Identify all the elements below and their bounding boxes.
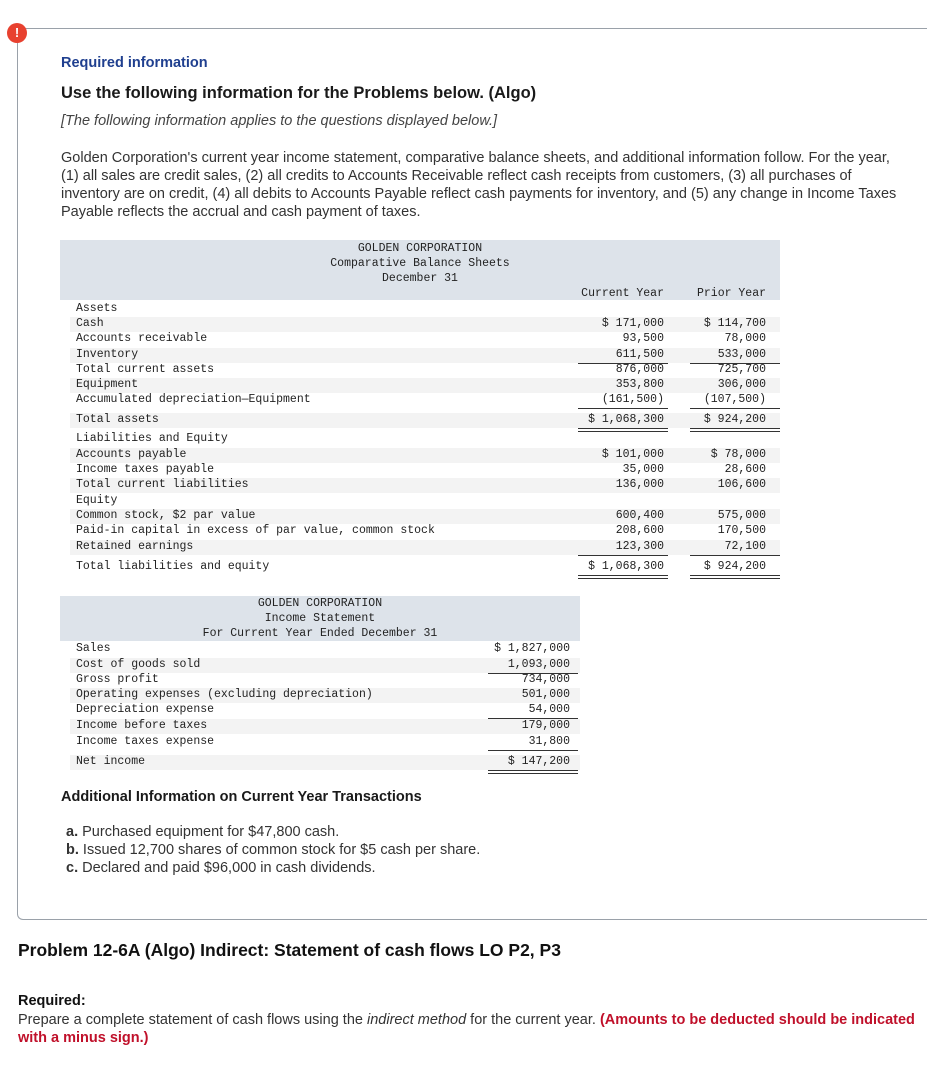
prior-year-value: 170,500	[717, 524, 766, 537]
additional-item-b: b. Issued 12,700 shares of common stock for $5 cash per share.	[66, 842, 481, 858]
income-statement-amount: 179,000	[521, 719, 570, 732]
additional-item-a: a. Purchased equipment for $47,800 cash.	[66, 824, 340, 840]
underline	[488, 773, 578, 774]
balance-sheet-row-label: Paid-in capital in excess of par value, common stock	[76, 524, 435, 537]
required-label: Required:	[18, 993, 86, 1009]
underline	[690, 408, 780, 409]
underline	[578, 428, 668, 429]
income-statement-amount: 31,800	[528, 735, 570, 748]
underline	[578, 555, 668, 556]
current-year-value: 93,500	[622, 332, 664, 345]
income-statement-period: For Current Year Ended December 31	[202, 627, 438, 640]
current-year-value: $ 1,068,300	[588, 413, 664, 426]
row-shade	[70, 317, 780, 332]
additional-info-heading: Additional Information on Current Year Transactions	[61, 789, 422, 805]
current-year-value: 208,600	[615, 524, 664, 537]
underline	[690, 555, 780, 556]
column-header-prior-year: Prior Year	[696, 287, 766, 300]
current-year-value: 876,000	[615, 363, 664, 376]
current-year-value: 611,500	[615, 348, 664, 361]
income-statement-row-label: Cost of goods sold	[76, 658, 201, 671]
income-statement-amount: $ 1,827,000	[494, 642, 570, 655]
underline	[690, 575, 780, 576]
balance-sheet-row-label: Common stock, $2 par value	[76, 509, 256, 522]
prior-year-value: $ 924,200	[703, 560, 766, 573]
income-statement-amount: 501,000	[521, 688, 570, 701]
balance-sheet-row-label: Liabilities and Equity	[76, 432, 228, 445]
balance-sheet-row-label: Total current assets	[76, 363, 215, 376]
current-year-value: (161,500)	[601, 393, 664, 406]
prior-year-value: 725,700	[717, 363, 766, 376]
balance-sheet-row-label: Accounts payable	[76, 448, 187, 461]
prior-year-value: 575,000	[717, 509, 766, 522]
underline	[578, 408, 668, 409]
current-year-value: $ 1,068,300	[588, 560, 664, 573]
balance-sheet-row-label: Total current liabilities	[76, 478, 249, 491]
prior-year-value: 306,000	[717, 378, 766, 391]
income-statement-amount: 54,000	[528, 703, 570, 716]
income-statement-amount: $ 147,200	[507, 755, 570, 768]
current-year-value: 35,000	[622, 463, 664, 476]
row-shade	[70, 348, 780, 363]
income-statement-row-label: Operating expenses (excluding depreciation)	[76, 688, 373, 701]
additional-item-c: c. Declared and paid $96,000 in cash dividends.	[66, 860, 376, 876]
income-statement-row-label: Income before taxes	[76, 719, 208, 732]
prior-year-value: 28,600	[724, 463, 766, 476]
balance-sheet-row-label: Income taxes payable	[76, 463, 215, 476]
prior-year-value: 533,000	[717, 348, 766, 361]
current-year-value: 123,300	[615, 540, 664, 553]
balance-sheet-row-label: Cash	[76, 317, 104, 330]
alert-icon: !	[7, 23, 27, 43]
current-year-value: 353,800	[615, 378, 664, 391]
income-statement-amount: 1,093,000	[507, 658, 570, 671]
minus-sign-emphasis: (Amounts to be deducted should be indicated with a minus sign.)	[18, 1012, 915, 1046]
prior-year-value: 72,100	[724, 540, 766, 553]
income-statement-row-label: Depreciation expense	[76, 703, 215, 716]
balance-sheet-row-label: Retained earnings	[76, 540, 194, 553]
income-statement-title: Income Statement	[264, 612, 376, 625]
underline	[488, 770, 578, 771]
balance-sheet-row-label: Assets	[76, 302, 118, 315]
balance-sheet-row-label: Equipment	[76, 378, 139, 391]
underline	[690, 431, 780, 432]
applies-note: [The following information applies to the questions displayed below.]	[61, 113, 498, 129]
underline	[690, 578, 780, 579]
underline	[488, 750, 578, 751]
prior-year-value: $ 78,000	[710, 448, 766, 461]
balance-sheet-row-label: Total assets	[76, 413, 159, 426]
prior-year-value: 106,600	[717, 478, 766, 491]
balance-sheet-company: GOLDEN CORPORATION	[357, 242, 483, 255]
balance-sheet-row-label: Accounts receivable	[76, 332, 208, 345]
balance-sheet-row-label: Equity	[76, 494, 118, 507]
income-statement-amount: 734,000	[521, 673, 570, 686]
prior-year-value: $ 924,200	[703, 413, 766, 426]
balance-sheet-row-label: Inventory	[76, 348, 139, 361]
balance-sheet-title: Comparative Balance Sheets	[330, 257, 510, 270]
balance-sheet-row-label: Accumulated depreciation—Equipment	[76, 393, 311, 406]
prior-year-value: 78,000	[724, 332, 766, 345]
income-statement-company: GOLDEN CORPORATION	[257, 597, 383, 610]
current-year-value: $ 171,000	[601, 317, 664, 330]
intro-paragraph: Golden Corporation's current year income statement, comparative balance sheets, and additional information follow. For the year, (1) all sales are credit sales, (2) all credits to Accounts Receivable reflect cash receipts from customers, (3) all purchases of inventory are on credit, (4) all debits to Accounts Payable reflect cash payments for inventory, and (5) any change in Income Taxes Payable reflects the accrual and cash payment of taxes.	[61, 150, 897, 220]
prior-year-value: $ 114,700	[703, 317, 766, 330]
problems-headline: Use the following information for the Problems below. (Algo)	[61, 84, 537, 102]
row-shade	[70, 413, 780, 428]
problem-title: Problem 12-6A (Algo) Indirect: Statement of cash flows LO P2, P3	[18, 940, 561, 960]
current-year-value: $ 101,000	[601, 448, 664, 461]
current-year-value: 136,000	[615, 478, 664, 491]
required-information-heading: Required information	[61, 55, 208, 71]
income-statement-row-label: Income taxes expense	[76, 735, 215, 748]
required-instructions: Prepare a complete statement of cash flows using the indirect method for the current year. (Amounts to be deducted should be indicated with a minus sign.)	[18, 1012, 915, 1046]
underline	[578, 578, 668, 579]
column-header-current-year: Current Year	[581, 287, 664, 300]
current-year-value: 600,400	[615, 509, 664, 522]
underline	[690, 428, 780, 429]
income-statement-row-label: Net income	[76, 755, 146, 768]
balance-sheet-row-label: Total liabilities and equity	[76, 560, 270, 573]
prior-year-value: (107,500)	[703, 393, 766, 406]
row-shade	[70, 378, 780, 393]
underline	[578, 575, 668, 576]
income-statement-row-label: Gross profit	[76, 673, 159, 686]
income-statement-row-label: Sales	[76, 642, 111, 655]
balance-sheet-date: December 31	[382, 272, 458, 285]
underline	[578, 431, 668, 432]
